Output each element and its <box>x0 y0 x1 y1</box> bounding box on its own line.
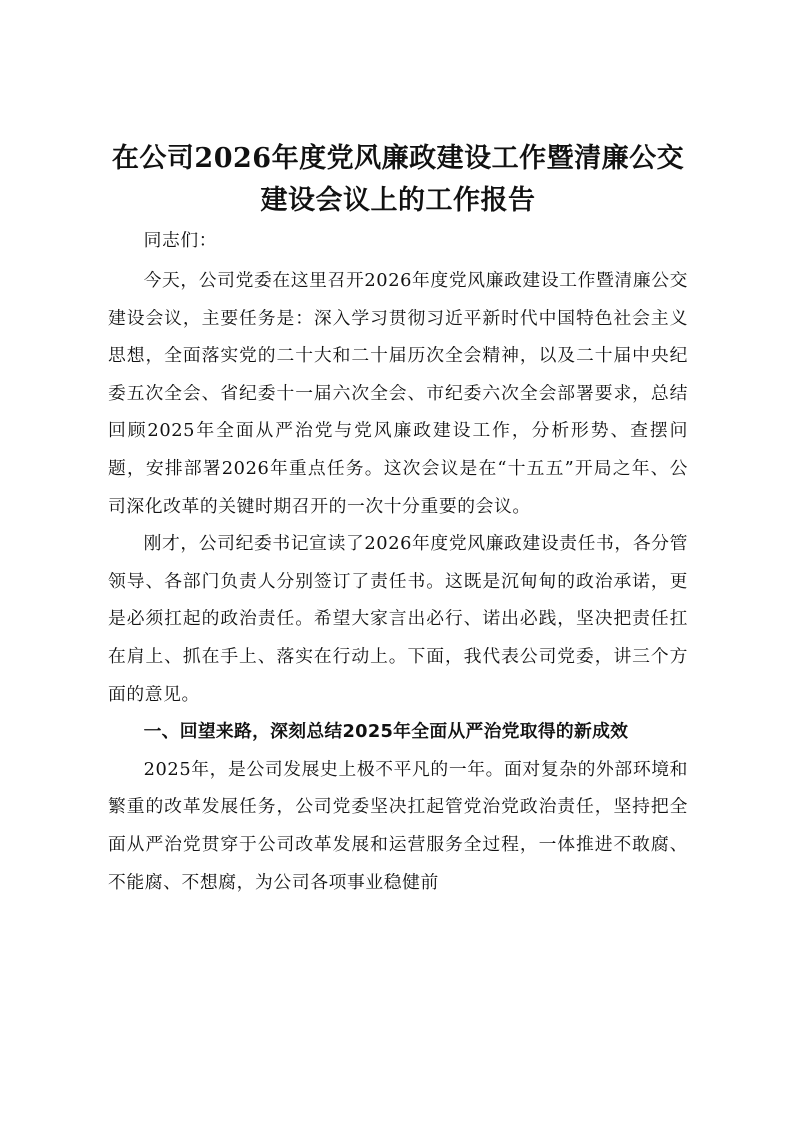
paragraph-section-1: 2025年，是公司发展史上极不平凡的一年。面对复杂的外部环境和繁重的改革发展任务，公司党委坚决扛起管党治党政治责任，坚持把全面从严治党贯穿于公司改革发展和运营服务全过程，一体推进不敢腐、不能腐、不想腐，为公司各项事业稳健前 <box>108 758 688 893</box>
paragraph-opening: 今天，公司党委在这里召开2026年度党风廉政建设工作暨清廉公交建设会议，主要任务是：深入学习贯彻习近平新时代中国特色社会主义思想，全面落实党的二十大和二十届历次全会精神，以及二十届中央纪委五次全会、省纪委十一届六次全会、市纪委六次全会部署要求，总结回顾2025年全面从严治党与党风廉政建设工作，分析形势、查摆问题，安排部署2026年重点任务。这次会议是在“十五五”开局之年、公司深化改革的关键时期召开的一次十分重要的会议。 <box>108 270 688 517</box>
section-heading-1: 一、回望来路，深刻总结2025年全面从严治党取得的新成效 <box>143 721 629 743</box>
document-title: 在公司2026年度党风廉政建设工作暨清廉公交建设会议上的工作报告 <box>111 143 685 216</box>
salutation: 同志们： <box>143 230 218 251</box>
paragraph-responsibility: 刚才，公司纪委书记宣读了2026年度党风廉政建设责任书，各分管领导、各部门负责人分别签订了责任书。这既是沉甸甸的政治承诺，更是必须扛起的政治责任。希望大家言出必行、诺出必践，坚决把责任扛在肩上、抓在手上、落实在行动上。下面，我代表公司党委，讲三个方面的意见。 <box>108 533 688 705</box>
document-body <box>108 138 688 901</box>
